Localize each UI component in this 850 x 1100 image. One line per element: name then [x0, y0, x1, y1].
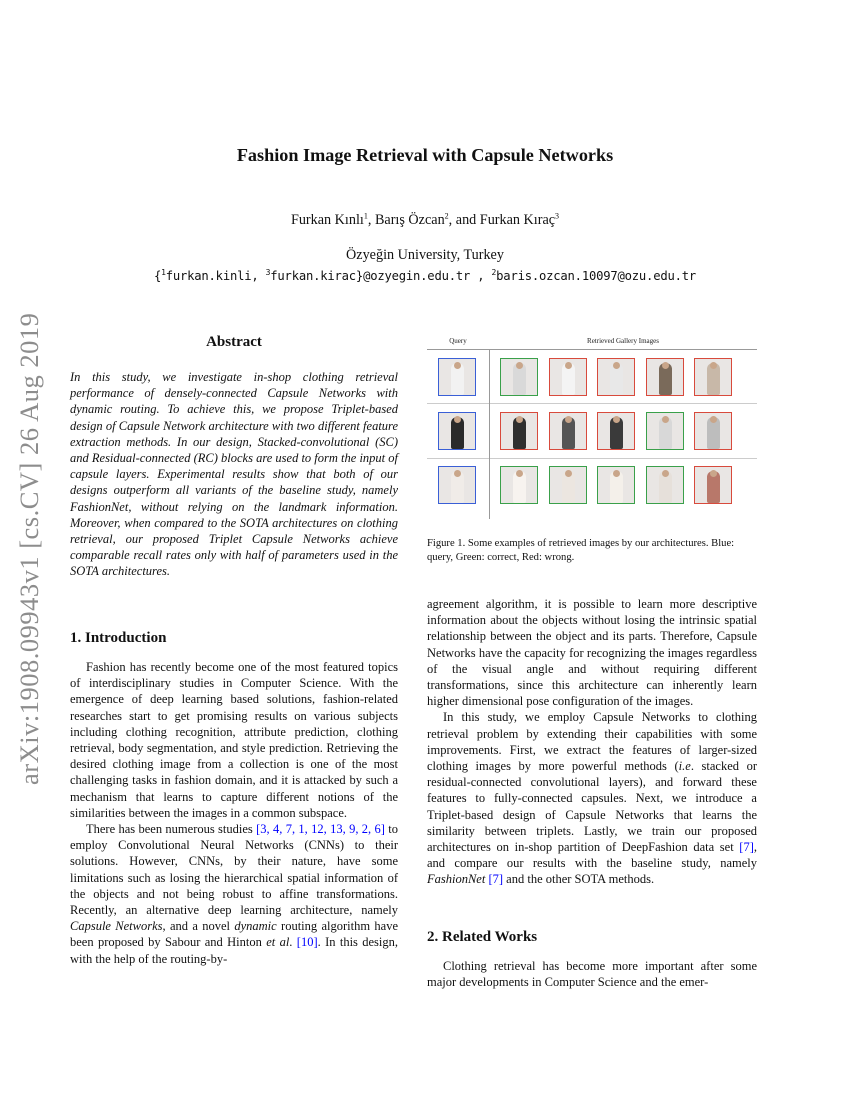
gallery-image	[694, 358, 732, 396]
citation-link[interactable]: [3, 4, 7, 1, 12, 13, 9, 2, 6]	[256, 822, 385, 837]
figure-1	[427, 337, 757, 527]
text-run: . stacked or residual-connected convolutional layers), and forward these features to fully-connected capsules. Next, we introduce a Triplet-based design of Capsule Networks that learns the similarity between triplets. Lastly, we train our proposed architectures on in-shop partition of DeepFashion data set	[427, 759, 757, 855]
right-column-body-2	[427, 958, 757, 990]
affil-mark: 1	[363, 211, 368, 221]
text-run: routing algorithm have been proposed by Sabour and Hinton	[70, 919, 398, 950]
text-run: , and a novel	[162, 919, 235, 934]
email-1: furkan.kinli,	[165, 269, 266, 283]
gallery-image	[646, 412, 684, 450]
figure-rule	[427, 349, 757, 350]
text-run: . In this design, with the help of the routing-by-	[70, 935, 399, 966]
email-list	[0, 269, 850, 283]
author-3: , and Furkan Kıraç	[448, 212, 556, 228]
gallery-image	[500, 466, 538, 504]
gallery-image	[549, 466, 587, 504]
text-run: to employ Convolutional Neural Networks (CNNs) to their solutions. However, CNNs, by their nature, have some limitations such as losing the hierarchical spatial information of the objects and not being robust to affine transformations. Recently, an alternative deep learning architecture, namely	[70, 822, 398, 918]
gallery-image	[549, 412, 587, 450]
section-heading-related-works: 2. Related Works	[427, 929, 538, 945]
text-run: FashionNet	[427, 872, 486, 887]
intro-paragraph-1: Fashion has recently become one of the most featured topics of interdisciplinary studies in Computer Science. With the emergence of deep learning based solutions, fashion-related researches start to get promising results on various subjects including clothing recognition, attribute prediction, clothing retrieval, body segmentation, and style prediction. Retrieving the desired clothing image from a collection is one of the most challenging tasks in fashion domain, and it is attacked by such a mechanism that learns to capture different notions of the similarities between the images in a common subspace.	[70, 660, 398, 820]
citation-link[interactable]: [10]	[296, 935, 318, 950]
email-2: baris.ozcan.10097@ozu.edu.tr	[496, 269, 697, 283]
arxiv-stamp-container	[14, 285, 54, 785]
figure-header-gallery: Retrieved Gallery Images	[587, 337, 659, 345]
gallery-image	[597, 412, 635, 450]
query-image	[438, 412, 476, 450]
abstract-heading: Abstract	[206, 334, 262, 350]
text-run: .	[289, 935, 297, 950]
related-paragraph-1: Clothing retrieval has become more important after some major developments in Computer Science and the emer-	[427, 959, 757, 990]
intro-paragraph-2	[70, 821, 398, 967]
left-column-body	[70, 659, 398, 967]
text-run: In this study, we employ Capsule Networks to clothing retrieval problem by extending their capabilities with some improvements. First, we extract the features of larger-sized clothing images by more powerful methods (	[427, 710, 757, 774]
text-run: , and compare our results with the baseline study, namely	[427, 840, 757, 871]
gallery-image	[549, 358, 587, 396]
text-run: and the other SOTA methods.	[503, 872, 655, 887]
author-2: , Barış Özcan	[367, 212, 445, 228]
text-run: i.e	[678, 759, 691, 774]
query-image	[438, 358, 476, 396]
figure-rule	[427, 458, 757, 459]
citation-link[interactable]: [7]	[739, 840, 754, 855]
figure-caption: Figure 1. Some examples of retrieved images by our architectures. Blue: query, Green: correct, Red: wrong.	[427, 538, 735, 563]
paper-title: Fashion Image Retrieval with Capsule Networks	[236, 145, 614, 165]
text-run: dynamic	[234, 919, 277, 934]
figure-rule	[427, 403, 757, 404]
affil-mark: 3	[265, 267, 271, 277]
affiliation: Özyeğin University, Turkey	[346, 247, 504, 263]
text-run: et al	[266, 935, 290, 950]
gallery-image	[694, 412, 732, 450]
gallery-image	[500, 358, 538, 396]
gallery-image	[646, 466, 684, 504]
gallery-image	[597, 358, 635, 396]
email-3: furkan.kirac}@ozyegin.edu.tr ,	[270, 269, 492, 283]
right-column-body	[427, 596, 757, 888]
section-heading-introduction: 1. Introduction	[70, 630, 167, 646]
figure-divider	[489, 349, 490, 519]
figure-header-query: Query	[449, 337, 467, 345]
email-brace: {	[153, 269, 162, 283]
affil-mark: 3	[555, 211, 560, 221]
gallery-image	[500, 412, 538, 450]
citation-link[interactable]: [7]	[488, 872, 504, 887]
abstract-text: In this study, we investigate in-shop clothing retrieval performance of densely-connected Capsule Networks with dynamic routing. To achieve this, we propose Triplet-based design of Capsule Network architecture with two different feature extraction methods. In our design, Stacked-convolutional (SC) and Residual-connected (RC) blocks are used to form the input of capsule layers. Experimental results show that both of our designs outperform all variants of the baseline study, namely FashionNet, without relying on the landmark information. Moreover, when compared to the SOTA architectures on clothing retrieval, our proposed Triplet Capsule Networks achieve comparable recall rates only with half of parameters used in the SOTA architectures.	[70, 370, 398, 579]
gallery-image	[694, 466, 732, 504]
arxiv-stamp: arXiv:1908.09943v1 [cs.CV] 26 Aug 2019	[14, 312, 44, 785]
right-paragraph-2	[427, 709, 757, 887]
gallery-image	[646, 358, 684, 396]
right-paragraph-1: agreement algorithm, it is possible to learn more descriptive information about the objects without losing the intrinsic spatial relationship between the object and its parts. Therefore, Capsule Networks have the capacity for recognizing the images regardless of the visual angle and without requiring different transformations, since this architecture can inherently learn higher dimensional pose configuration of the images.	[427, 597, 757, 709]
query-image	[438, 466, 476, 504]
text-run: Capsule Networks	[70, 919, 163, 934]
author-1: Furkan Kınlı	[290, 212, 364, 228]
author-list	[0, 212, 850, 229]
affil-mark: 2	[444, 211, 449, 221]
affil-mark: 2	[491, 267, 497, 277]
gallery-image	[597, 466, 635, 504]
text-run: There has been numerous studies	[86, 822, 257, 837]
affil-mark: 1	[161, 267, 166, 277]
